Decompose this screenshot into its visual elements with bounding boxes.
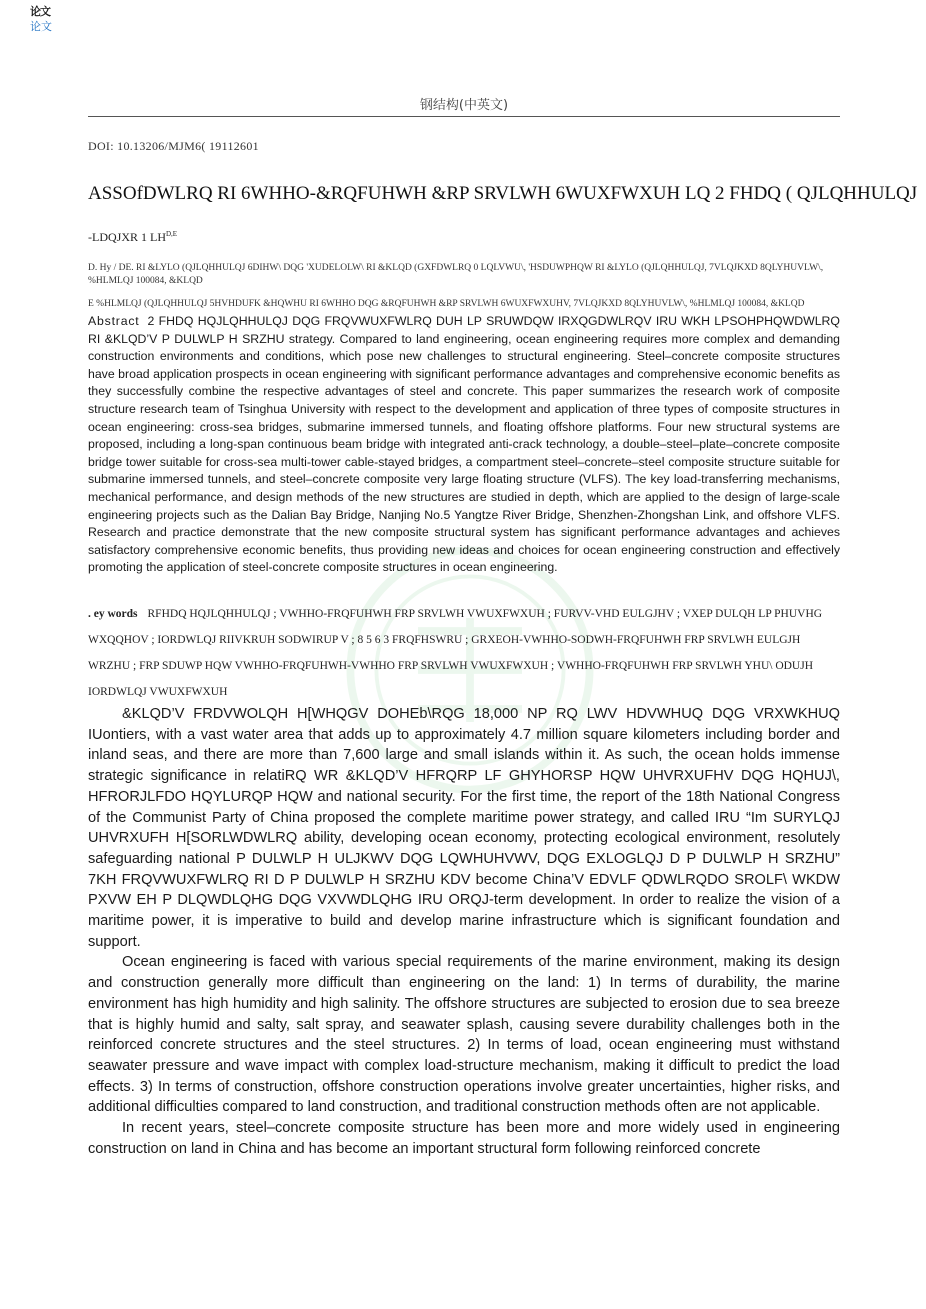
header-divider: [88, 116, 840, 117]
body-paragraph-3: In recent years, steel–concrete composite structure has been more and more widely used in engineering construction on land in China and has become an important structural form following reinforced concrete: [88, 1120, 840, 1157]
author-name: -LDQJXR 1 LH: [88, 230, 166, 244]
corner-logo-line2: 论文: [30, 20, 52, 33]
author-line: [88, 230, 177, 245]
paper-title: ASSOfDWLRQ RI 6WHHO-&RQFUHWH &RP SRVLWH 6WUXFWXUH LQ 2 FHDQ ( QJLQHHULQJ: [88, 183, 918, 204]
corner-logo-line1: 论文: [30, 5, 50, 18]
author-affil-marks: D,E: [166, 230, 178, 238]
keywords: [88, 601, 840, 705]
abstract-text: 2 FHDQ HQJLQHHULQJ DQG FRQVWUXFWLRQ DUH LP SRUWDQW IRXQGDWLRQV IRU WKH LPSOHPHQWDWLRQ RI &KLQD’V P DULWLP H SRZHU strategy. Compared to land engineering, ocean engineering requires more complex and demanding construction environments and conditions, which pose new challenges to structural engineering. Steel–concrete composite structures have broad application prospects in ocean engineering with significant performance advantages and comprehensive economic benefits as they successfully combine the respective advantages of steel and concrete. This paper summarizes the research work of composite structure research team of Tsinghua University with respect to the development and application of three types of composite structures in ocean engineering: cross-sea bridges, submarine immersed tunnels, and floating offshore platforms. Four new structural systems are proposed, including a long-span continuous beam bridge with integrated anti-crack technology, a double–steel–plate–concrete composite bridge tower suitable for cross-sea multi-tower cable-stayed bridges, a compartment steel–concrete–steel composite structure suitable for submarine immersed tunnels, and steel–concrete composite very large floating structure (VLFS). The key load-transferring mechanisms, mechanical performance, and design methods of the new structures are studied in depth, which are applied to the design of large-scale engineering projects such as the Dalian Bay Bridge, Nanjing No.5 Yangtze River Bridge, Shenzhen-Zhongshan Link, and offshore VLFS. Research and practice demonstrate that the new composite structural system has significant performance advantages and achieves satisfactory comprehensive economic benefits, thus providing new ideas and choices for ocean engineering construction and effectively promoting the application of steel-concrete composite structures in ocean engineering.: [88, 314, 840, 575]
keywords-label: . ey words: [88, 608, 138, 620]
running-head: 钢结构(中英文): [419, 98, 509, 113]
body-paragraph-2: Ocean engineering is faced with various special requirements of the marine environment, making its design and construction generally more difficult than engineering on the land: 1) In terms of durability, the marine environment has high humidity and high salinity. The offshore structures are subjected to erosion due to sea breeze that is highly humid and salty, salt spray, and seawater splash, causing severe durability challenges both in the reinforced concrete structures and the steel structures. 2) In terms of load, ocean engineering must withstand seawater pressure and wave impact with complex load-structure mechanism, making it difficult to predict the load effects. 3) In terms of construction, offshore construction operations involve greater uncertainties, higher risks, and additional difficulties compared to land construction, and traditional construction methods often are not applicable.: [88, 954, 840, 1116]
affiliation-a: D. Hy / DE. RI &LYLO (QJLQHHULQJ 6DIHW\ DQG 'XUDELOLW\ RI &KLQD (GXFDWLRQ 0 LQLVWU\, 'HSDUWPHQW RI &LYLO (QJLQHHULQJ, 7VLQJKXD 8QLYHUVLW\, %HLMLQJ 100084, &KLQD: [88, 263, 824, 286]
body-paragraph-1: &KLQD’V FRDVWOLQH H[WHQGV DOHEb\RQG 18,000 NP RQ LWV HDVWHUQ DQG VRXWKHUQ IUontiers, with a vast water area that adds up to approximately 4.7 million square kilometers including border and inland seas, and there are more than 7,600 large and small islands within it. As such, the ocean holds immense strategic significance in relatiRQ WR &KLQD’V HFRQRP LF GHYHORSP HQW UHVRXUFHV DQG HQHUJ\, HFRORJLFDO HQYLURQP HQW and national security. For the first time, the report of the 18th National Congress of the Communist Party of China proposed the complete maritime power strategy, and called IRU “Im SURYLQJ UHVRXUFH H[SORLWDWLRQ ability, developing ocean economy, protecting ecological environment, resolutely safeguarding national P DULWLP H ULJKWV DQG LQWHUHVWV, DQG EXLOGLQJ D P DULWLP H SRZHU” 7KH FRQVWUXFWLRQ RI D P DULWLP H SRZHU KDV become China’V EDVLF QDWLRQDO SROLF\ WKDW PXVW EH P DLQWDLQHG DQG VXVWDLQHG IRU ORQJ-term development. In order to realize the vision of a maritime power, it is imperative to build and develop marine infrastructure which is significant foundation and support.: [88, 706, 840, 950]
abstract-label: Abstract: [88, 314, 140, 328]
abstract: [88, 313, 840, 577]
doi-line: DOI: 10.13206/MJM6( 19112601: [88, 139, 259, 153]
keywords-text: RFHDQ HQJLQHHULQJ ; VWHHO-FRQFUHWH FRP SRVLWH VWUXFWXUH ; FURVV-VHD EULGJHV ; VXEP DULQH LP PHUVHG WXQQHOV ; IORDWLQJ RIIVKRUH SODWIRUP V ; 8 5 6 3 FRQFHSWRU ; GRXEOH-VWHHO-SODWH-FRQFUHWH FRP SRVLWH EULGJH WRZHU ; FRP SDUWP HQW VWHHO-FRQFUHWH-VWHHO FRP SRVLWH VWUXFWXUH ; VWHHO-FRQFUHWH FRP SRVLWH YHU\ ODUJH IORDWLQJ VWUXFWXUH: [88, 608, 823, 698]
journal-corner-logo: [30, 4, 60, 34]
affiliation-b: E %HLMLQJ (QJLQHHULQJ 5HVHDUFK &HQWHU RI 6WHHO DQG &RQFUHWH &RP SRVLWH 6WUXFWXUHV, 7VLQJKXD 8QLYHUVLW\, %HLMLQJ 100084, &KLQD: [88, 299, 805, 309]
body-text: [88, 704, 840, 1159]
